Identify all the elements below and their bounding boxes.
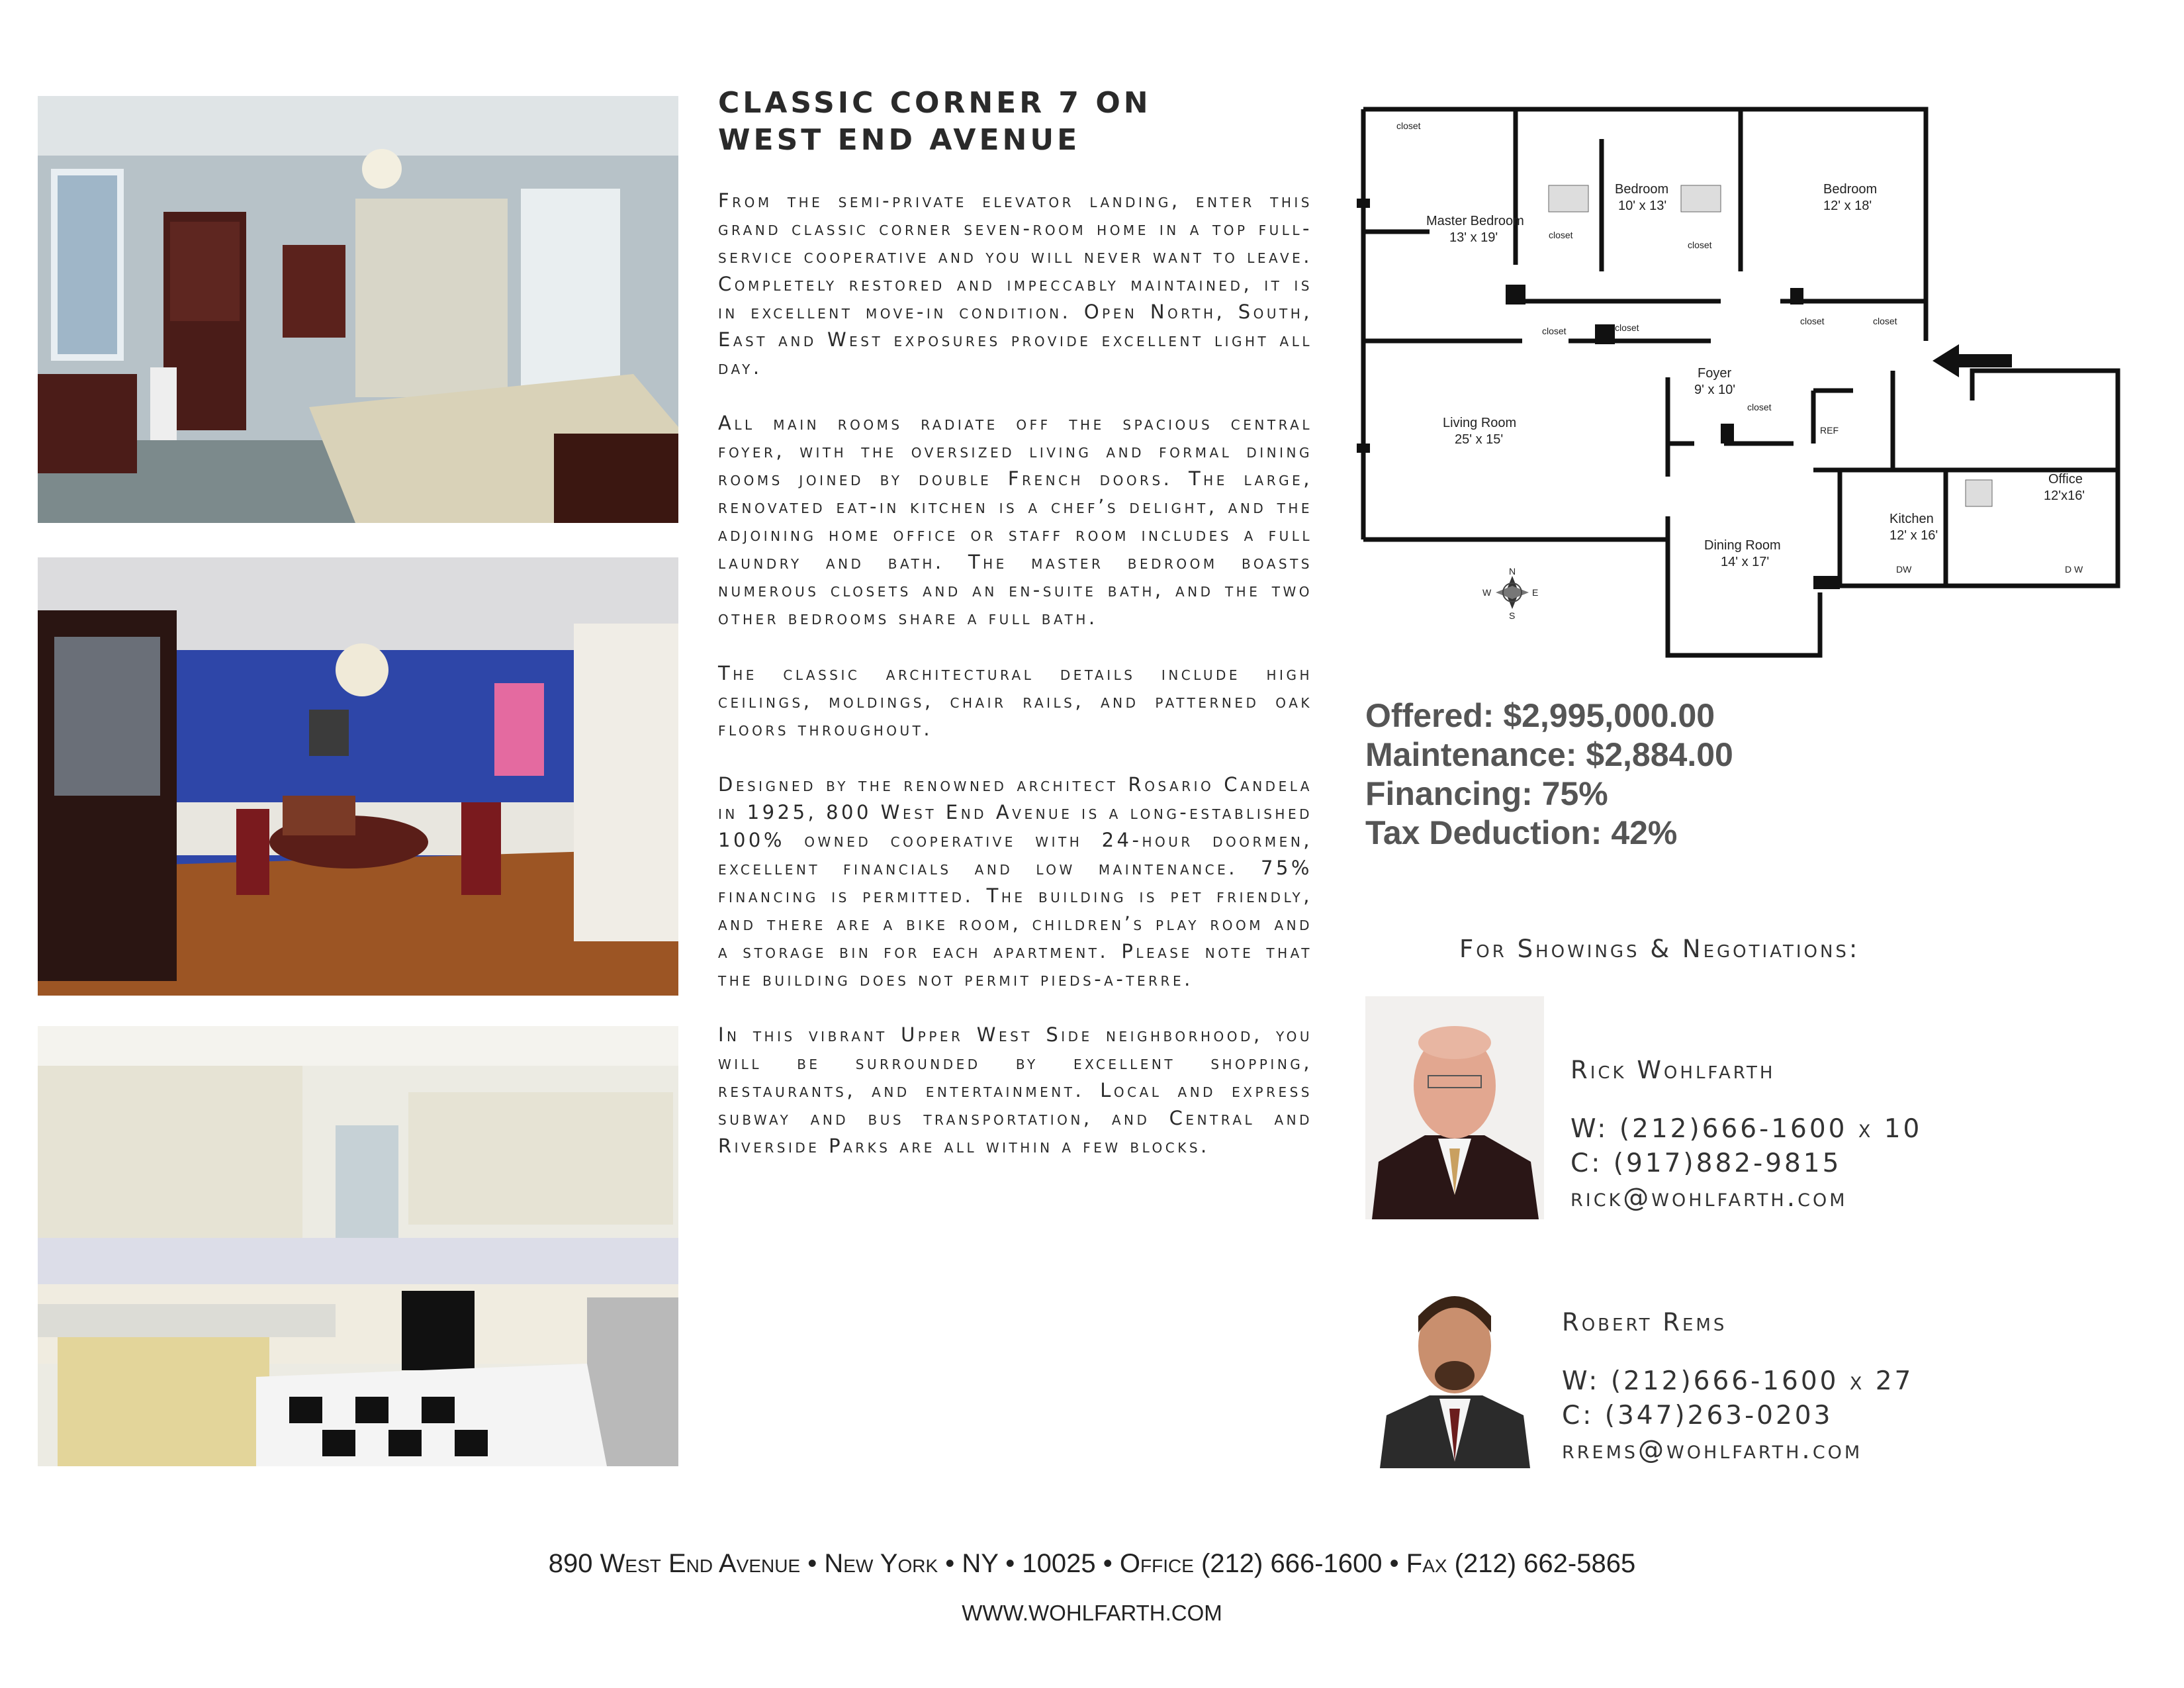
room-dimension: 12'x16': [2044, 489, 2085, 503]
agent-photo: [1377, 1270, 1533, 1468]
dw-label: D W: [2065, 564, 2083, 575]
agent-name: Robert Rems: [1562, 1308, 1727, 1336]
svg-text:E: E: [1532, 587, 1539, 598]
room-dimension: 12' x 16': [1889, 528, 1938, 543]
room-dimension: 12' x 18': [1823, 199, 1872, 213]
footer-address: 890 West End Avenue • New York • NY • 10025 • Office (212) 666-1600 • Fax (212) 662-5865: [548, 1549, 1636, 1578]
room-living-room: Living Room: [1443, 416, 1517, 430]
svg-text:N: N: [1509, 566, 1516, 577]
showings-heading: For Showings & Negotiations:: [1459, 935, 1860, 963]
room-dimension: 13' x 19': [1449, 230, 1498, 245]
room-bedroom: Bedroom: [1615, 182, 1669, 197]
listing-description: [718, 187, 1312, 1188]
agent-name: Rick Wohlfarth: [1570, 1056, 1776, 1084]
room-bedroom: Bedroom: [1823, 182, 1878, 197]
room-dimension: 9' x 10': [1694, 383, 1736, 397]
room-dimension: 25' x 15': [1455, 432, 1504, 447]
description-paragraph: All main rooms radiate off the spacious central foyer, with the oversized living and formal dining rooms joined by double French doors. The large, renovated eat-in kitchen is a chef’s delight, and the adjoining home office or staff room includes a full laundry and bath. The master bedroom boasts numerous closets and an en-suite bath, and the two other bedrooms share a full bath.: [718, 412, 1312, 629]
closet-label: closet: [1800, 316, 1825, 326]
agent-email[interactable]: rick@wohlfarth.com: [1570, 1183, 1848, 1213]
closet-label: closet: [1615, 322, 1639, 333]
svg-text:S: S: [1509, 610, 1516, 621]
bedroom-photo: [38, 96, 678, 523]
description-paragraph: In this vibrant Upper West Side neighborhood, you will be surrounded by excellent shopping, restaurants, and entertainment. Local and express subway and bus transportation, and Central and Riverside Parks are all within a few blocks.: [718, 1023, 1312, 1157]
closet-label: closet: [1688, 240, 1712, 250]
closet-label: closet: [1747, 402, 1772, 412]
financing-percent: Financing: 75%: [1365, 775, 1608, 812]
dining-room-photo: [38, 557, 678, 996]
description-paragraph: The classic architectural details include high ceilings, moldings, chair rails, and patterned oak floors throughout.: [718, 662, 1312, 740]
room-kitchen: Kitchen: [1889, 512, 1934, 526]
closet-label: closet: [1542, 326, 1567, 336]
agent-cell-phone[interactable]: C: (917)882-9815: [1570, 1149, 1842, 1178]
svg-text:W: W: [1482, 587, 1492, 598]
listing-title: [718, 85, 1314, 159]
closet-label: closet: [1873, 316, 1897, 326]
agent-photo: [1365, 996, 1544, 1219]
compass-icon: [1482, 566, 1538, 621]
agent-work-phone[interactable]: W: (212)666-1600 x 10: [1570, 1114, 1923, 1144]
room-foyer: Foyer: [1698, 366, 1732, 381]
closet-label: closet: [1549, 230, 1573, 240]
agent-work-phone[interactable]: W: (212)666-1600 x 27: [1562, 1366, 1914, 1396]
agent-email[interactable]: rrems@wohlfarth.com: [1562, 1435, 1863, 1465]
dw-label: DW: [1896, 564, 1912, 575]
description-paragraph: From the semi-private elevator landing, enter this grand classic corner seven-room home in a top full-service cooperative and you will never want to leave. Completely restored and impeccably maintained, it is in excellent move-in condition. Open North, South, East and West exposures provide excellent light all day.: [718, 189, 1312, 379]
ref-label: REF: [1820, 425, 1839, 436]
room-office: Office: [2048, 472, 2083, 487]
kitchen-photo: [38, 1026, 678, 1466]
room-master-bedroom: Master Bedroom: [1426, 214, 1524, 228]
description-paragraph: Designed by the renowned architect Rosario Candela in 1925, 800 West End Avenue is a long-established 100% owned cooperative with 24-hour doormen, excellent financials and low maintenance. 75% financing is permitted. The building is pet friendly, and there are a bike room, children’s play room and a storage bin for each apartment. Please note that the building does not permit pieds-a-terre.: [718, 773, 1312, 990]
tax-deduction: Tax Deduction: 42%: [1365, 814, 1678, 851]
offered-price: Offered: $2,995,000.00: [1365, 697, 1715, 734]
listing-stats: [1365, 696, 1733, 853]
maintenance-fee: Maintenance: $2,884.00: [1365, 736, 1733, 773]
room-dining-room: Dining Room: [1704, 538, 1781, 553]
agent-card: [1570, 1056, 1922, 1215]
agent-card: [1562, 1308, 1913, 1468]
room-dimension: 10' x 13': [1618, 199, 1667, 213]
footer-website[interactable]: WWW.WOHLFARTH.COM: [962, 1601, 1222, 1625]
agent-cell-phone[interactable]: C: (347)263-0203: [1562, 1401, 1833, 1430]
closet-label: closet: [1396, 120, 1421, 131]
floor-plan: [1350, 99, 2124, 669]
room-dimension: 14' x 17': [1721, 555, 1770, 569]
title-line-1: CLASSIC CORNER 7 ON: [718, 86, 1152, 120]
title-line-2: WEST END AVENUE: [718, 123, 1081, 157]
